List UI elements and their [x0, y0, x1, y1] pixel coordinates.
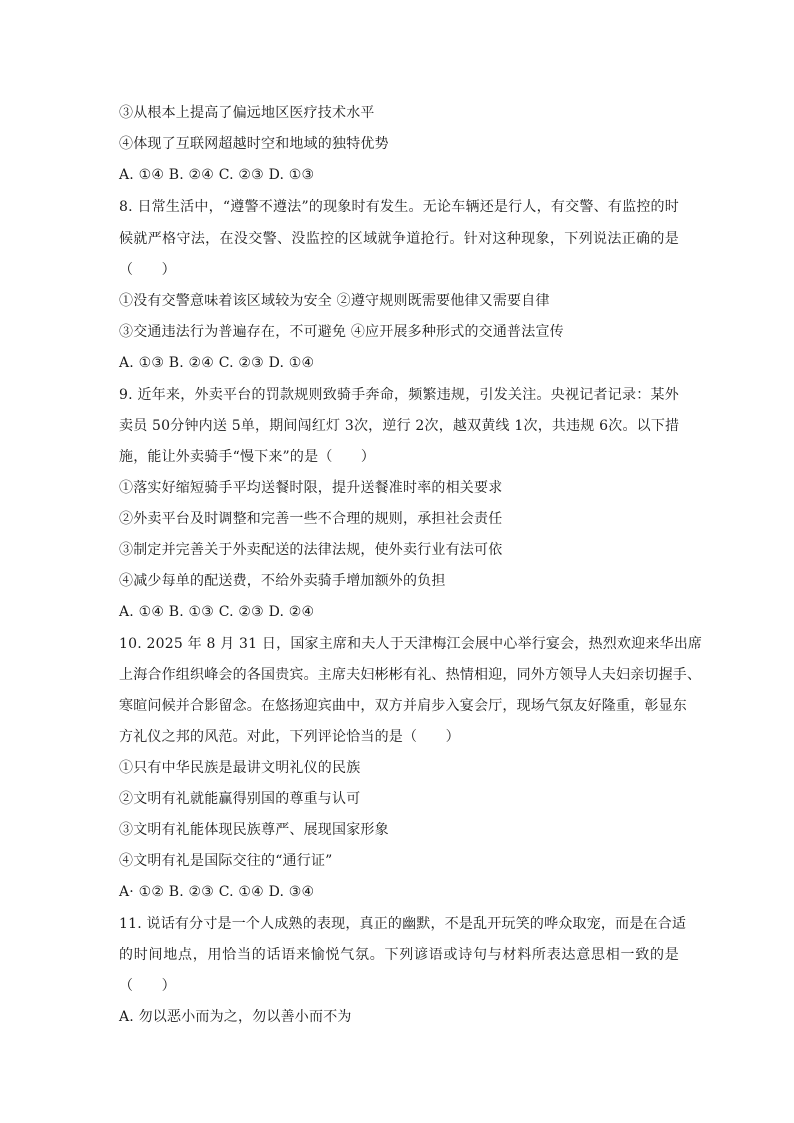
- question-10-text: 方礼仪之邦的风范。对此，下列评论恰当的是（ ）: [119, 729, 460, 745]
- answer-choices: A. ①③ B. ②④ C. ②③ D. ①④: [119, 355, 315, 371]
- answer-blank: （ ）: [119, 262, 176, 278]
- option-line: ②外卖平台及时调整和完善一些不合理的规则，承担社会责任: [119, 511, 503, 527]
- answer-choices: A· ①② B. ②③ C. ①④ D. ③④: [119, 884, 315, 900]
- option-line: ②文明有礼就能赢得别国的尊重与认可: [119, 791, 361, 807]
- question-11-text: 11. 说话有分寸是一个人成熟的表现，真正的幽默，不是乱开玩笑的哗众取宠，而是在合适: [119, 916, 687, 932]
- question-10-text: 寒暄问候并合影留念。在悠扬迎宾曲中，双方并肩步入宴会厅，现场气氛友好隆重，彰显东: [119, 698, 687, 714]
- option-line: A. 勿以恶小而为之，勿以善小而不为: [119, 1009, 352, 1025]
- option-line: ③制定并完善关于外卖配送的法律法规，使外卖行业有法可依: [119, 542, 503, 558]
- question-9-text: 9. 近年来，外卖平台的罚款规则致骑手奔命，频繁违规，引发关注。央视记者记录：某外: [119, 387, 679, 403]
- option-line: ④减少每单的配送费，不给外卖骑手增加额外的负担: [119, 573, 446, 589]
- question-8-text: 候就严格守法，在没交警、没监控的区域就争道抢行。针对这种现象，下列说法正确的是: [119, 231, 679, 247]
- answer-blank: （ ）: [119, 978, 176, 994]
- question-9-text: 卖员 50分钟内送 5单，期间闯红灯 3次，逆行 2次，越双黄线 1次，共违规 6次。以下措: [119, 418, 680, 434]
- option-line: ①落实好缩短骑手平均送餐时限，提升送餐准时率的相关要求: [119, 480, 503, 496]
- question-10-text: 10. 2025 年 8 月 31 日，国家主席和夫人于天津梅江会展中心举行宴会，热烈欢迎来华出席: [119, 636, 703, 652]
- answer-choices: A. ①④ B. ①③ C. ②③ D. ②④: [119, 604, 315, 620]
- option-line: ③从根本上提高了偏远地区医疗技术水平: [119, 105, 375, 121]
- question-11-text: 的时间地点，用恰当的话语来愉悦气氛。下列谚语或诗句与材料所表达意思相一致的是: [119, 947, 679, 963]
- question-9-text: 施，能让外卖骑手“慢下来”的是（ ）: [119, 449, 376, 465]
- option-line: ①没有交警意味着该区域较为安全 ②遵守规则既需要他律又需要自律: [119, 293, 550, 309]
- option-line: ③文明有礼能体现民族尊严、展现国家形象: [119, 822, 389, 838]
- answer-choices: A. ①④ B. ②④ C. ②③ D. ①③: [119, 167, 315, 183]
- option-line: ④文明有礼是国际交往的“通行证”: [119, 853, 333, 869]
- option-line: ①只有中华民族是最讲文明礼仪的民族: [119, 760, 361, 776]
- option-line: ③交通违法行为普遍存在，不可避免 ④应开展多种形式的交通普法宣传: [119, 324, 564, 340]
- question-10-text: 上海合作组织峰会的各国贵宾。主席夫妇彬彬有礼、热情相迎，同外方领导人夫妇亲切握手、: [119, 667, 702, 683]
- option-line: ④体现了互联网超越时空和地域的独特优势: [119, 136, 389, 152]
- question-8-text: 8. 日常生活中，“遵警不遵法”的现象时有发生。无论车辆还是行人，有交警、有监控的时: [119, 199, 679, 215]
